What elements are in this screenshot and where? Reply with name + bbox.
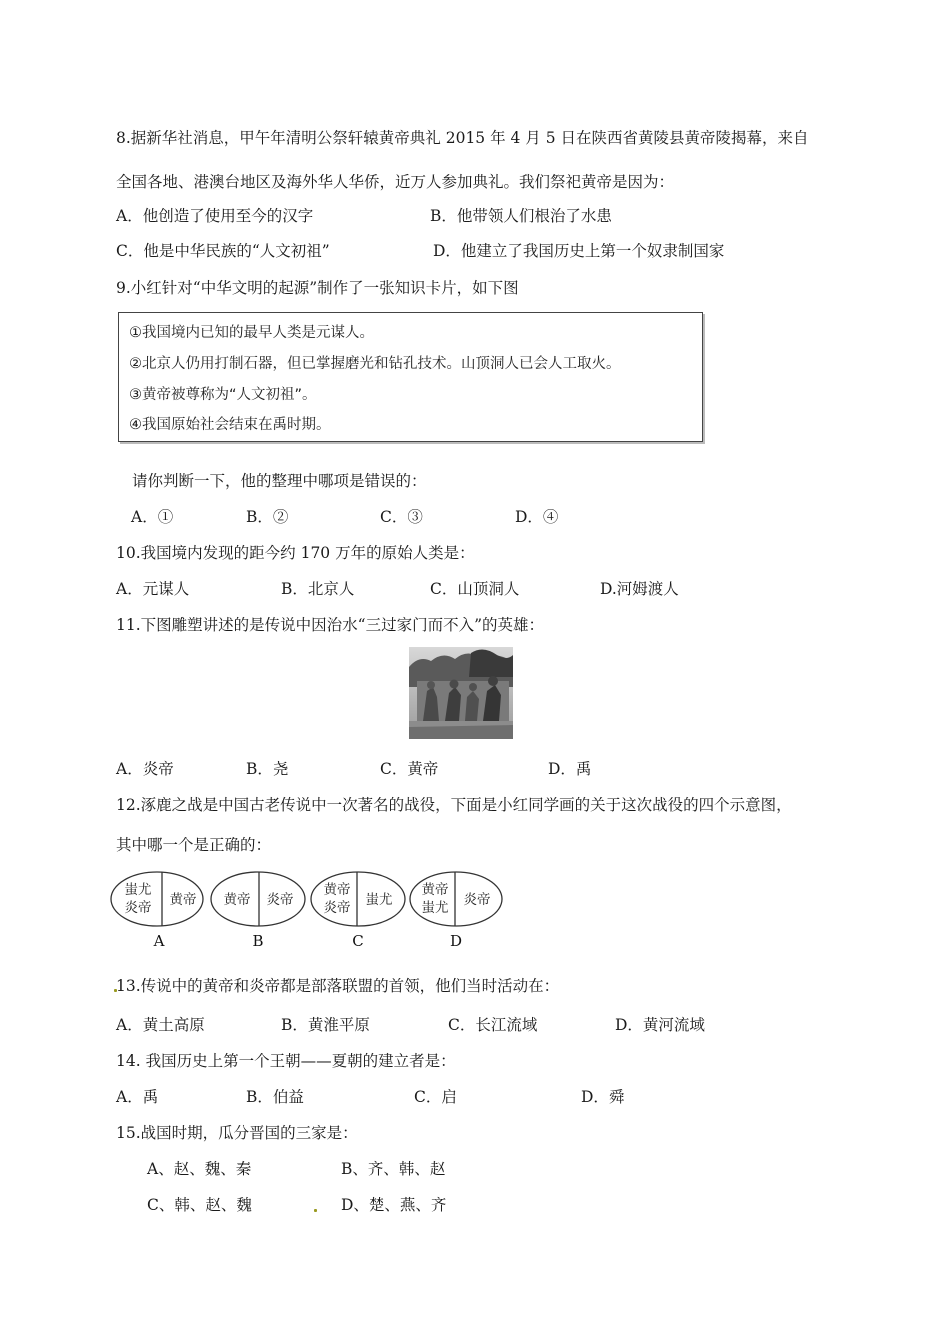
- diagram-b-right-1: 炎帝: [266, 892, 294, 908]
- q8-option-d: D．他建立了我国历史上第一个奴隶制国家: [433, 242, 725, 260]
- diagram-a-right-1: 黄帝: [169, 892, 197, 908]
- diagram-b: [211, 872, 305, 950]
- q13-option-b: B．黄淮平原: [281, 1016, 370, 1034]
- q8-option-c: C．他是中华民族的“人文初祖”: [116, 242, 330, 260]
- diagram-b-label: B: [252, 932, 264, 950]
- diagram-a-left-1: 蚩尤: [124, 882, 152, 898]
- q11-option-a: A．炎帝: [116, 760, 174, 778]
- q12-stem-line1: 12.涿鹿之战是中国古老传说中一次著名的战役，下面是小红同学画的关于这次战役的四个示意图，: [116, 796, 792, 814]
- q9-stem: 9.小红针对“中华文明的起源”制作了一张知识卡片，如下图: [116, 279, 519, 297]
- q13-option-c: C．长江流域: [448, 1016, 538, 1034]
- diagram-c-left-1: 黄帝: [323, 882, 351, 898]
- card-item-3: ③黄帝被尊称为“人文初祖”。: [129, 387, 317, 403]
- q10-option-c: C．山顶洞人: [430, 580, 520, 598]
- diagram-d-left-1: 黄帝: [421, 882, 449, 898]
- q14-option-d: D．舜: [581, 1088, 625, 1106]
- q14-option-a: A．禹: [116, 1088, 159, 1106]
- q8-option-b: B．他带领人们根治了水患: [430, 207, 612, 225]
- card-item-1: ①我国境内已知的最早人类是元谋人。: [129, 325, 374, 341]
- q9-option-c: C．③: [380, 508, 423, 526]
- q13-option-d: D．黄河流域: [615, 1016, 705, 1034]
- diagram-c-left-2: 炎帝: [323, 900, 351, 916]
- card-item-2: ②北京人仍用打制石器，但已掌握磨光和钻孔技术。山顶洞人已会人工取火。: [129, 356, 621, 372]
- q10-option-d: D.河姆渡人: [600, 580, 679, 598]
- diagram-b-left-1: 黄帝: [223, 892, 251, 908]
- diagram-d-right-1: 炎帝: [463, 892, 491, 908]
- q9-option-a: A．①: [131, 508, 174, 526]
- q10-stem: 10.我国境内发现的距今约 170 万年的原始人类是：: [116, 544, 475, 562]
- scan-speck-2: [314, 1209, 317, 1212]
- q14-option-c: C．启: [414, 1088, 457, 1106]
- diagram-d: [410, 872, 502, 950]
- q14-option-b: B．伯益: [246, 1088, 304, 1106]
- sculpture-image: [409, 647, 513, 739]
- q11-option-d: D．禹: [548, 760, 592, 778]
- q14-stem: 14. 我国历史上第一个王朝——夏朝的建立者是：: [116, 1052, 456, 1070]
- battle-diagrams: [110, 870, 510, 955]
- diagram-d-label: D: [449, 932, 463, 950]
- q9-option-d: D．④: [515, 508, 559, 526]
- q11-stem: 11.下图雕塑讲述的是传说中因治水“三过家门而不入”的英雄：: [116, 616, 545, 634]
- knowledge-card: [118, 312, 703, 442]
- q15-stem: 15.战国时期，瓜分晋国的三家是：: [116, 1124, 358, 1142]
- q13-option-a: A．黄土高原: [116, 1016, 205, 1034]
- q15-option-a: A、赵、魏、秦: [147, 1160, 252, 1178]
- q13-stem: 13.传说中的黄帝和炎帝都是部落联盟的首领，他们当时活动在：: [116, 977, 560, 995]
- diagram-c-right-1: 蚩尤: [365, 892, 393, 908]
- q15-option-c: C、韩、赵、魏: [147, 1196, 252, 1214]
- q11-option-b: B．尧: [246, 760, 289, 778]
- q9-option-b: B．②: [246, 508, 289, 526]
- q11-option-c: C．黄帝: [380, 760, 439, 778]
- q8-stem-line1: 8.据新华社消息，甲午年清明公祭轩辕黄帝典礼 2015 年 4 月 5 日在陕西省黄陵县黄帝陵揭幕，来自: [116, 129, 809, 147]
- card-item-4: ④我国原始社会结束在禹时期。: [129, 417, 331, 433]
- q9-question: 请你判断一下，他的整理中哪项是错误的：: [132, 472, 427, 490]
- q15-option-b: B、齐、韩、赵: [341, 1160, 446, 1178]
- q12-stem-line2: 其中哪一个是正确的：: [116, 836, 272, 854]
- diagram-a-left-2: 炎帝: [124, 900, 152, 916]
- diagram-a-label: A: [153, 932, 165, 950]
- q15-option-d: D、楚、燕、齐: [341, 1196, 447, 1214]
- diagram-a: [111, 872, 203, 950]
- q10-option-a: A．元谋人: [116, 580, 190, 598]
- q10-option-b: B．北京人: [281, 580, 355, 598]
- q8-stem-line2: 全国各地、港澳台地区及海外华人华侨，近万人参加典礼。我们祭祀黄帝是因为：: [116, 173, 675, 191]
- q8-option-a: A．他创造了使用至今的汉字: [116, 207, 314, 225]
- diagram-d-left-2: 蚩尤: [421, 900, 449, 916]
- diagram-c: [311, 872, 405, 950]
- diagram-c-label: C: [352, 932, 364, 950]
- sculpture-photo: [409, 647, 513, 739]
